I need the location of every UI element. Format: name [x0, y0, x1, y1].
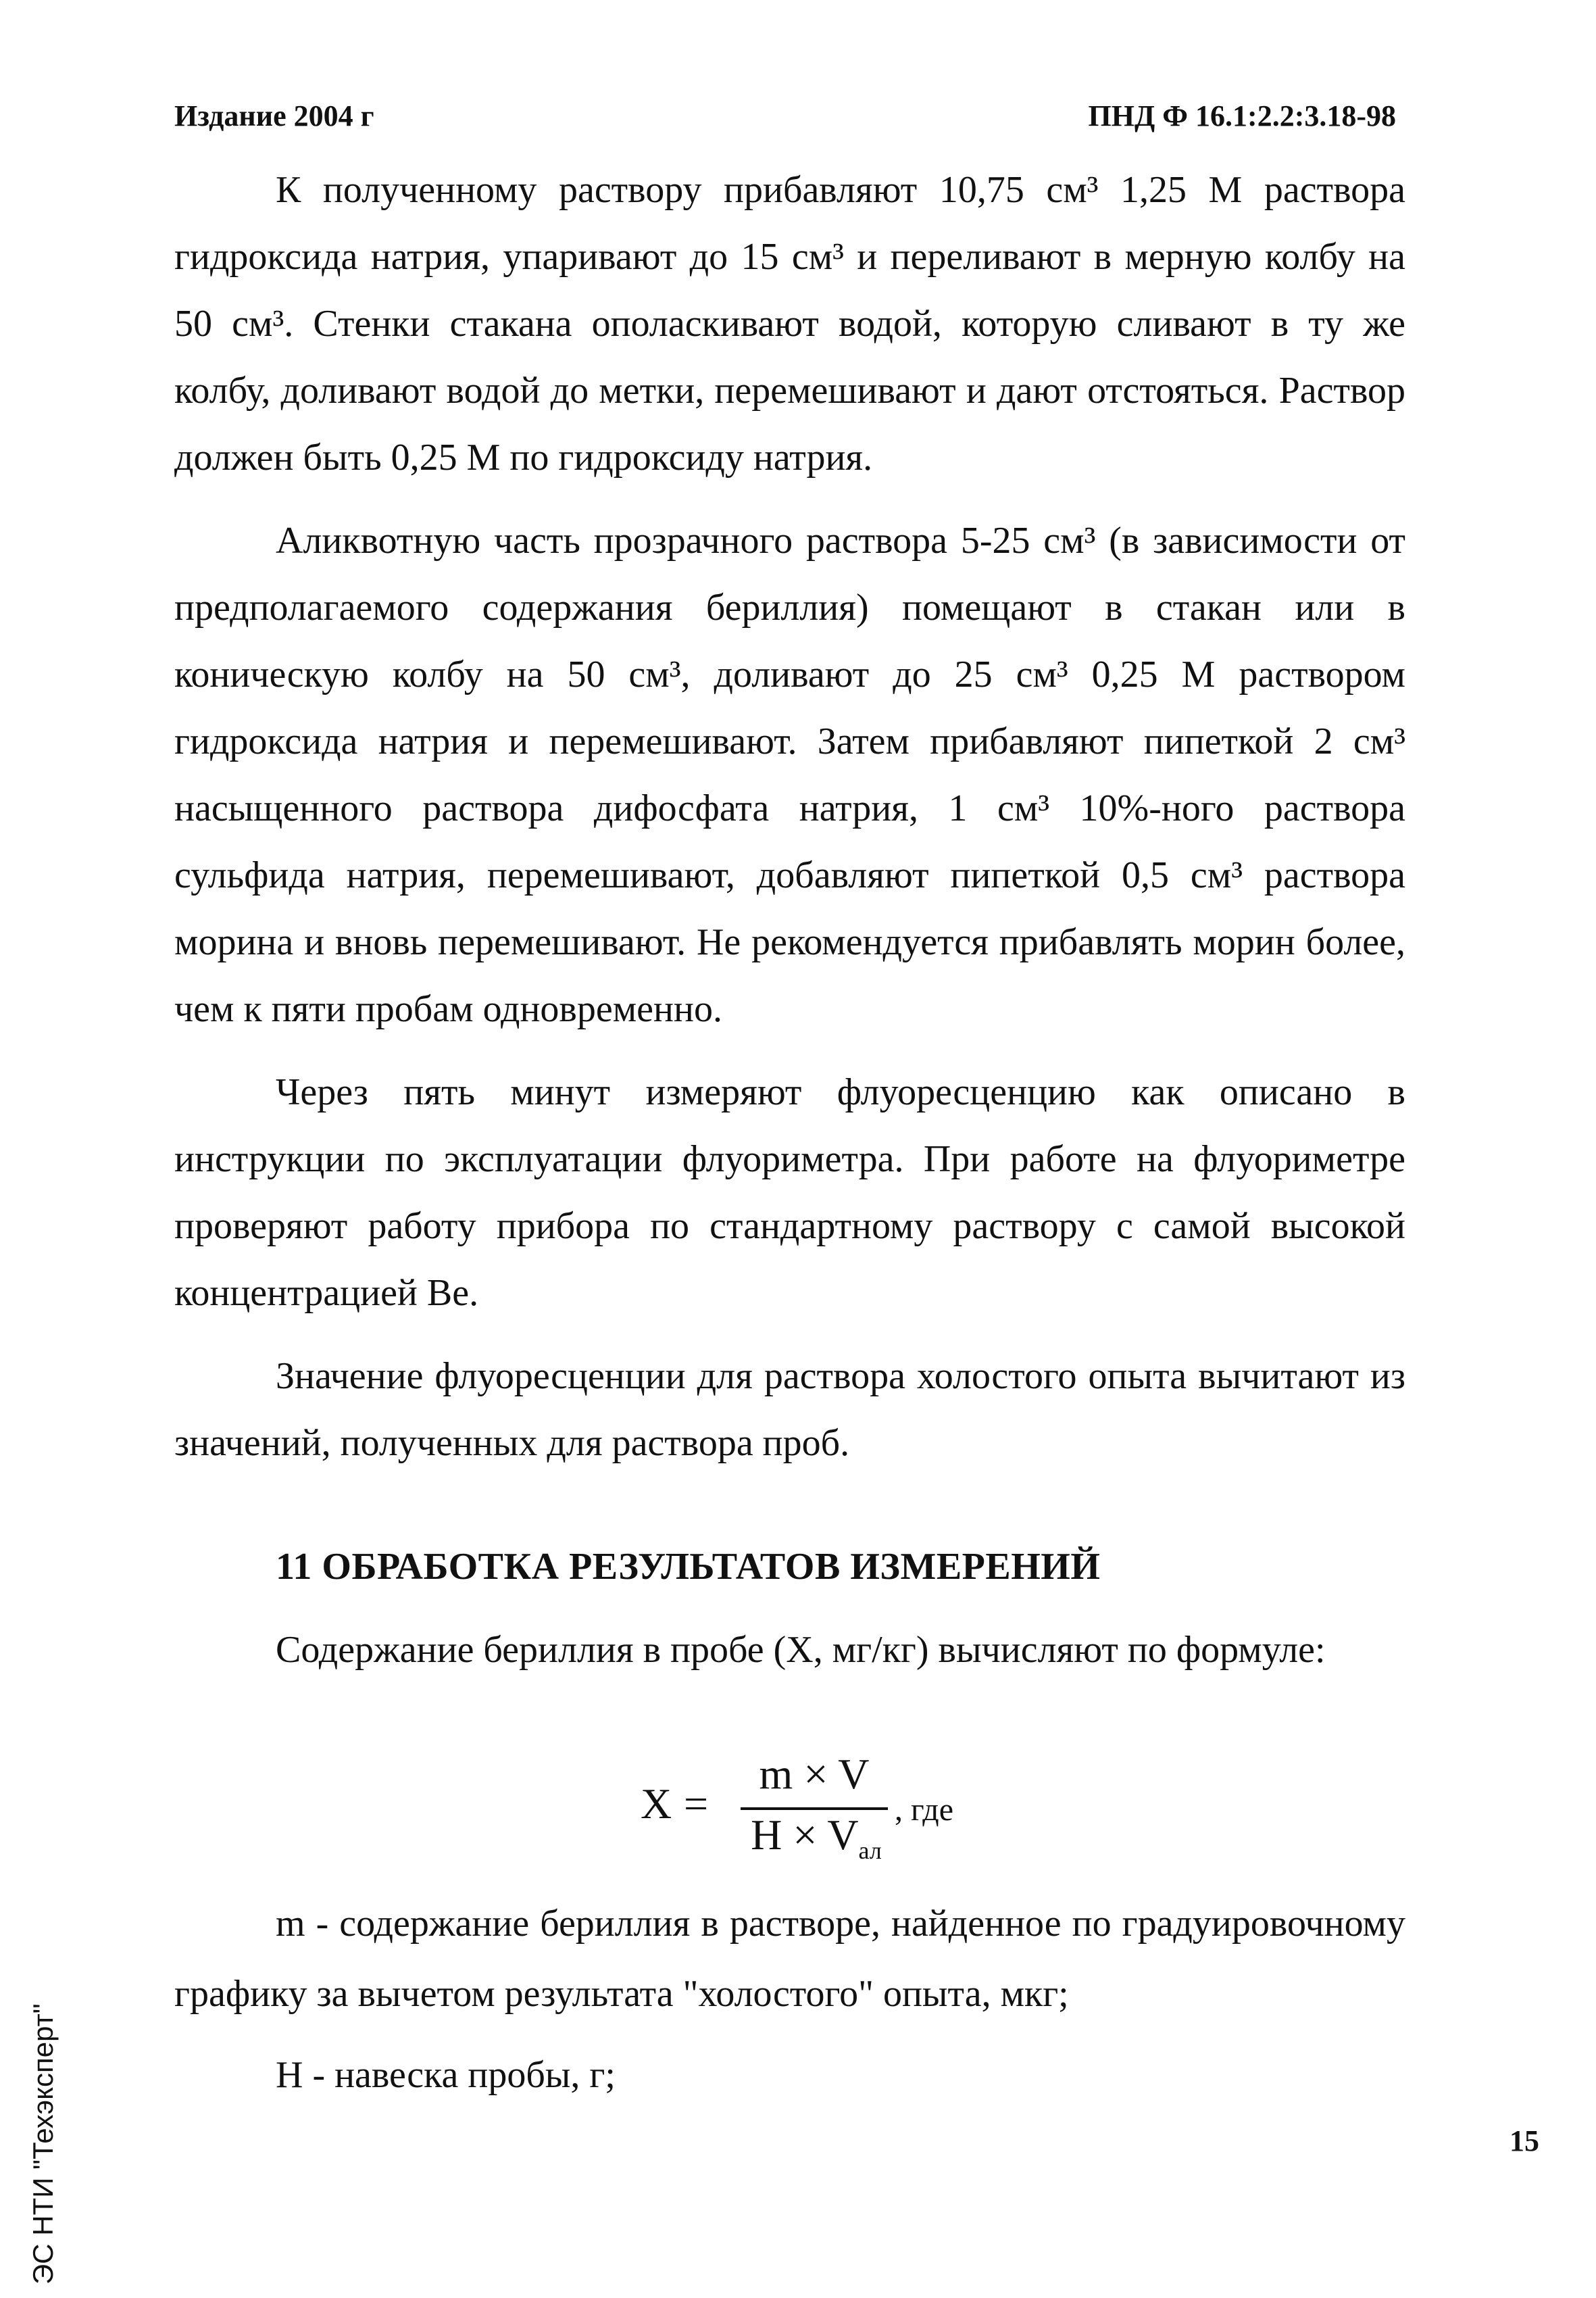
formula-intro: Содержание бериллия в пробе (X, мг/кг) вычисляют по формуле:: [276, 1629, 1326, 1671]
formula-denominator-main: H × V: [751, 1811, 859, 1859]
formula-suffix: , где: [895, 1792, 954, 1828]
paragraph-1: К полученному раствору прибавляют 10,75 см³ 1,25 М раствора гидроксида натрия, упаривают до 15 см³ и переливают в мерную колбу на 50 см³. Стенки стакана ополаскивают водой, которую сливают в ту же колбу, доливают водой до метки, перемешивают и дают отстояться. Раствор должен быть 0,25 М по гидроксиду натрия.: [174, 169, 1405, 479]
page-number: 15: [1510, 2124, 1539, 2157]
formula-numerator: m × V: [759, 1750, 870, 1798]
document-code: ПНД Ф 16.1:2.2:3.18-98: [1088, 99, 1396, 132]
formula-equals: =: [684, 1780, 709, 1828]
paragraph-2: Аликвотную часть прозрачного раствора 5-25 см³ (в зависимости от предполагаемого содержания бериллия) помещают в стакан или в коническую колбу на 50 см³, доливают до 25 см³ 0,25 М раствором гидроксида натрия и перемешивают. Затем прибавляют пипеткой 2 см³ насыщенного раствора дифосфата натрия, 1 см³ 10%-ного раствора сульфида натрия, перемешивают, добавляют пипеткой 0,5 см³ раствора морина и вновь перемешивают. Не рекомендуется прибавлять морин более, чем к пяти пробам одновременно.: [174, 520, 1405, 1030]
watermark: ЭС НТИ "Техэксперт": [27, 2003, 59, 2284]
body-text: [174, 157, 1405, 1684]
formula-lhs: X: [641, 1780, 672, 1828]
paragraph-4: Значение флуоресценции для раствора холостого опыта вычитают из значений, полученных для раствора проб.: [174, 1355, 1405, 1464]
formula-denominator-sub: ал: [858, 1837, 882, 1864]
formula: [641, 1749, 1046, 1878]
formula-denominator: [722, 1810, 911, 1865]
section-heading: 11 ОБРАБОТКА РЕЗУЛЬТАТОВ ИЗМЕРЕНИЙ: [276, 1546, 1101, 1588]
definition-h: Н - навеска пробы, г;: [276, 2054, 616, 2096]
definition-m: m - содержание бериллия в растворе, найденное по градуировочному графику за вычетом результата "холостого" опыта, мкг;: [174, 1903, 1405, 2015]
paragraph-3: Через пять минут измеряют флуоресценцию как описано в инструкции по эксплуатации флуориметра. При работе на флуориметре проверяют работу прибора по стандартному раствору с самой высокой концентрацией Ве.: [174, 1071, 1405, 1314]
edition-label: Издание 2004 г: [174, 99, 374, 132]
definitions: [174, 1888, 1405, 2110]
